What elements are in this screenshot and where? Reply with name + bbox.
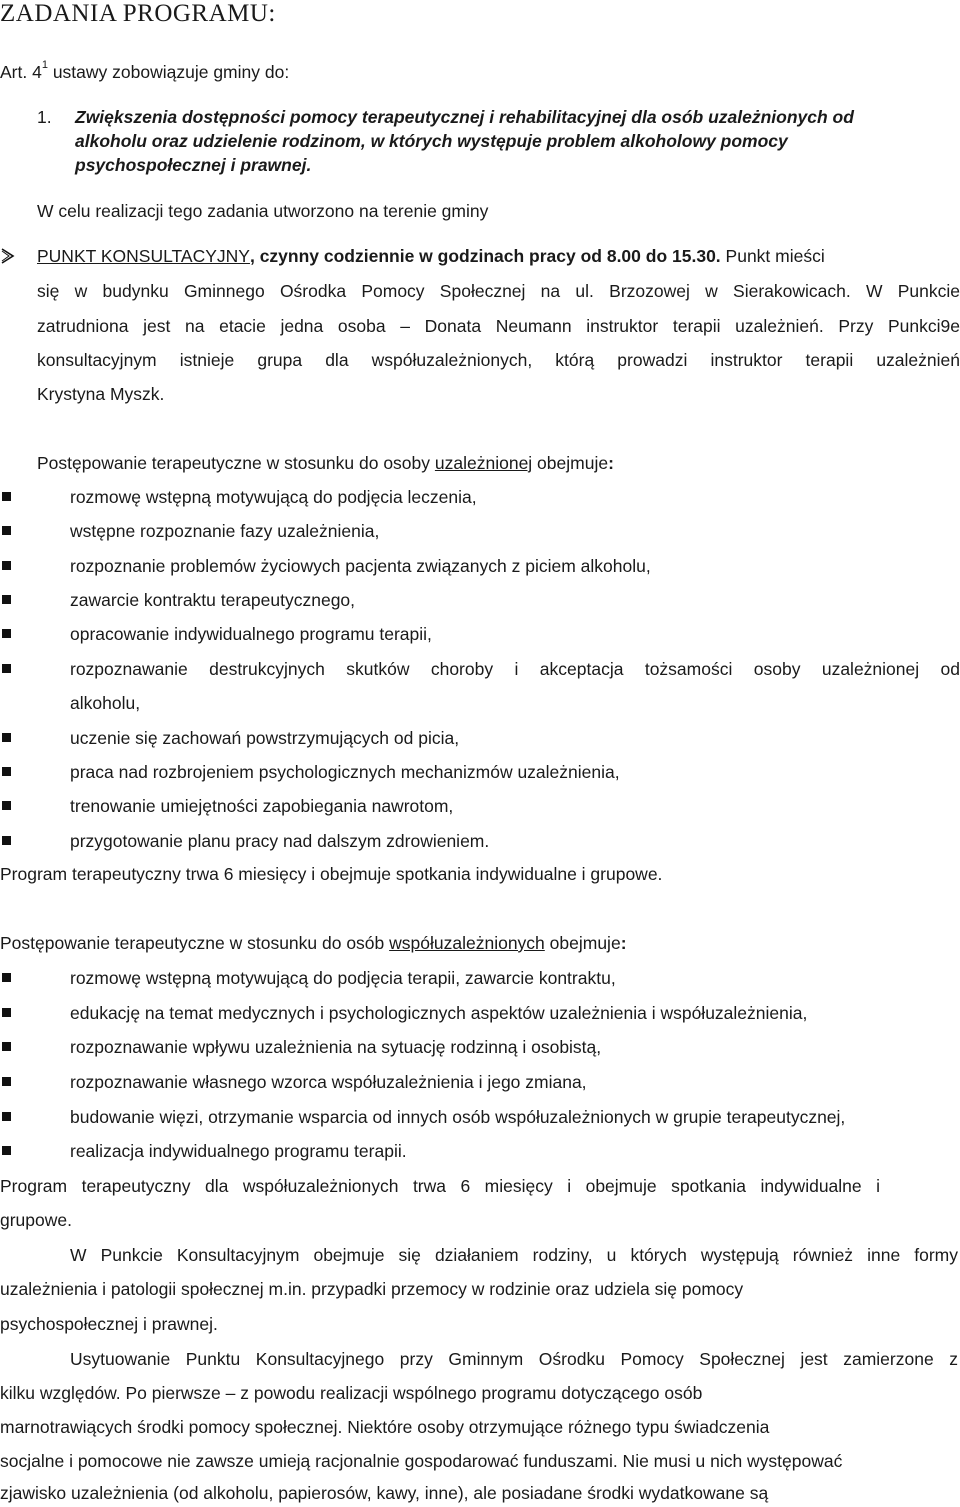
- square-bullet-icon: [2, 973, 11, 982]
- para1-line-2: uzależnienia i patologii społecznej m.in. przypadki przemocy w rodzinie oraz udziela się pomocy: [0, 1279, 744, 1299]
- list-item-continuation: alkoholu,: [70, 693, 141, 713]
- square-bullet-icon: [2, 836, 11, 845]
- item1-line-2: alkoholu oraz udzielenie rodzinom, w których występuje problem alkoholowy pomocy: [75, 131, 788, 151]
- square-bullet-icon: [2, 1077, 11, 1086]
- section1-heading-post: obejmuje: [532, 453, 609, 473]
- section1-heading: [37, 453, 614, 474]
- list-item: przygotowanie planu pracy nad dalszym zdrowieniem.: [70, 831, 490, 851]
- section2-summary-line-1: Program terapeutyczny dla współuzależnionych trwa 6 miesięcy i obejmuje spotkania indywidualne i: [0, 1176, 880, 1196]
- square-bullet-icon: [2, 561, 11, 570]
- punkt-name: PUNKT KONSULTACYJNY: [37, 246, 250, 266]
- list-item: uczenie się zachowań powstrzymujących od picia,: [70, 728, 460, 748]
- article-suffix: ustawy zobowiązuje gminy do:: [47, 62, 290, 82]
- list-item: praca nad rozbrojeniem psychologicznych mechanizmów uzależnienia,: [70, 762, 620, 782]
- square-bullet-icon: [2, 595, 11, 604]
- article-superscript: 1: [41, 59, 48, 72]
- para2-line-5: zjawisko uzależnienia (od alkoholu, papierosów, kawy, inne), ale posiadane środki wydatkowane są: [0, 1483, 769, 1503]
- list-item: budowanie więzi, otrzymanie wsparcia od innych osób współuzależnionych w grupie terapeutycznej,: [70, 1107, 846, 1127]
- list-item: zawarcie kontraktu terapeutycznego,: [70, 590, 356, 610]
- square-bullet-icon: [2, 767, 11, 776]
- arrow-bullet-icon: [0, 247, 16, 265]
- square-bullet-icon: [2, 1042, 11, 1051]
- punkt-hours: , czynny codziennie w godzinach pracy od 8.00 do 15.30.: [249, 246, 721, 266]
- para2-line-1: Usytuowanie Punktu Konsultacyjnego przy Gminnym Ośrodku Pomocy Społecznej jest zamierzone z: [70, 1349, 958, 1369]
- intro-text: W celu realizacji tego zadania utworzono na terenie gminy: [37, 201, 489, 221]
- para2-line-3: marnotrawiących środki pomocy społecznej. Niektóre osoby otrzymujące różnego typu świadczenia: [0, 1417, 770, 1437]
- square-bullet-icon: [2, 664, 11, 673]
- section2-heading-post: obejmuje: [544, 933, 621, 953]
- list-item: rozmowę wstępną motywującą do podjęcia terapii, zawarcie kontraktu,: [70, 968, 616, 988]
- para2-line-4: socjalne i pomocowe nie zawsze umieją racjonalnie gospodarować funduszami. Nie musi u nich występować: [0, 1451, 843, 1471]
- item1-line-3: psychospołecznej i prawnej.: [75, 155, 312, 175]
- square-bullet-icon: [2, 733, 11, 742]
- punkt-rest: Punkt mieści: [720, 246, 825, 266]
- para1-line-3: psychospołecznej i prawnej.: [0, 1314, 218, 1334]
- list-item: rozpoznanie problemów życiowych pacjenta związanych z piciem alkoholu,: [70, 556, 651, 576]
- section1-heading-underlined: uzależnionej: [434, 453, 533, 473]
- punkt-line-5: Krystyna Myszk.: [37, 384, 165, 404]
- section2-heading: [0, 933, 627, 954]
- section1-summary: Program terapeutyczny trwa 6 miesięcy i obejmuje spotkania indywidualne i grupowe.: [0, 864, 663, 884]
- list-item: wstępne rozpoznanie fazy uzależnienia,: [70, 521, 380, 541]
- square-bullet-icon: [2, 492, 11, 501]
- section2-heading-colon: :: [620, 933, 627, 953]
- list-item: rozpoznawanie wpływu uzależnienia na sytuację rodzinną i osobistą,: [70, 1037, 602, 1057]
- para1-line-1: W Punkcie Konsultacyjnym obejmuje się działaniem rodziny, u których występują również inne formy: [70, 1245, 958, 1265]
- square-bullet-icon: [2, 629, 11, 638]
- punkt-line-2: się w budynku Gminnego Ośrodka Pomocy Społecznej na ul. Brzozowej w Sierakowicach. W Punkcie: [37, 281, 960, 301]
- square-bullet-icon: [2, 1112, 11, 1121]
- square-bullet-icon: [2, 526, 11, 535]
- list-item: realizacja indywidualnego programu terapii.: [70, 1141, 407, 1161]
- punkt-line-1: [37, 246, 825, 267]
- section2-heading-pre: Postępowanie terapeutyczne w stosunku do osób: [0, 933, 390, 953]
- list-item: edukację na temat medycznych i psychologicznych aspektów uzależnienia i współuzależnienia,: [70, 1003, 808, 1023]
- item1-number: 1.: [37, 107, 52, 127]
- list-item: rozmowę wstępną motywującą do podjęcia leczenia,: [70, 487, 477, 507]
- list-item: rozpoznawanie destrukcyjnych skutków choroby i akceptacja tożsamości osoby uzależnionej od: [70, 659, 960, 679]
- section2-summary-line-2: grupowe.: [0, 1210, 72, 1230]
- list-item: opracowanie indywidualnego programu terapii,: [70, 624, 432, 644]
- article-reference: [0, 59, 290, 83]
- square-bullet-icon: [2, 801, 11, 810]
- list-item: rozpoznawanie własnego wzorca współuzależnienia i jego zmiana,: [70, 1072, 587, 1092]
- section1-heading-pre: Postępowanie terapeutyczne w stosunku do osoby: [37, 453, 435, 473]
- section2-heading-underlined: współuzależnionych: [389, 933, 545, 953]
- section1-heading-colon: :: [608, 453, 614, 473]
- punkt-line-4: konsultacyjnym istnieje grupa dla współuzależnionych, którą prowadzi instruktor terapii uzależnień: [37, 350, 960, 370]
- item1-line-1: Zwiększenia dostępności pomocy terapeutycznej i rehabilitacyjnej dla osób uzależnionych od: [75, 107, 854, 127]
- list-item: trenowanie umiejętności zapobiegania nawrotom,: [70, 796, 454, 816]
- article-prefix: Art. 4: [0, 62, 42, 82]
- square-bullet-icon: [2, 1146, 11, 1155]
- punkt-line-3: zatrudniona jest na etacie jedna osoba – Donata Neumann instruktor terapii uzależnień. Przy Punkci9e: [37, 316, 960, 336]
- square-bullet-icon: [2, 1008, 11, 1017]
- para2-line-2: kilku względów. Po pierwsze – z powodu realizacji wspólnego programu dotyczącego osób: [0, 1383, 703, 1403]
- page-title: ZADANIA PROGRAMU:: [0, 0, 276, 27]
